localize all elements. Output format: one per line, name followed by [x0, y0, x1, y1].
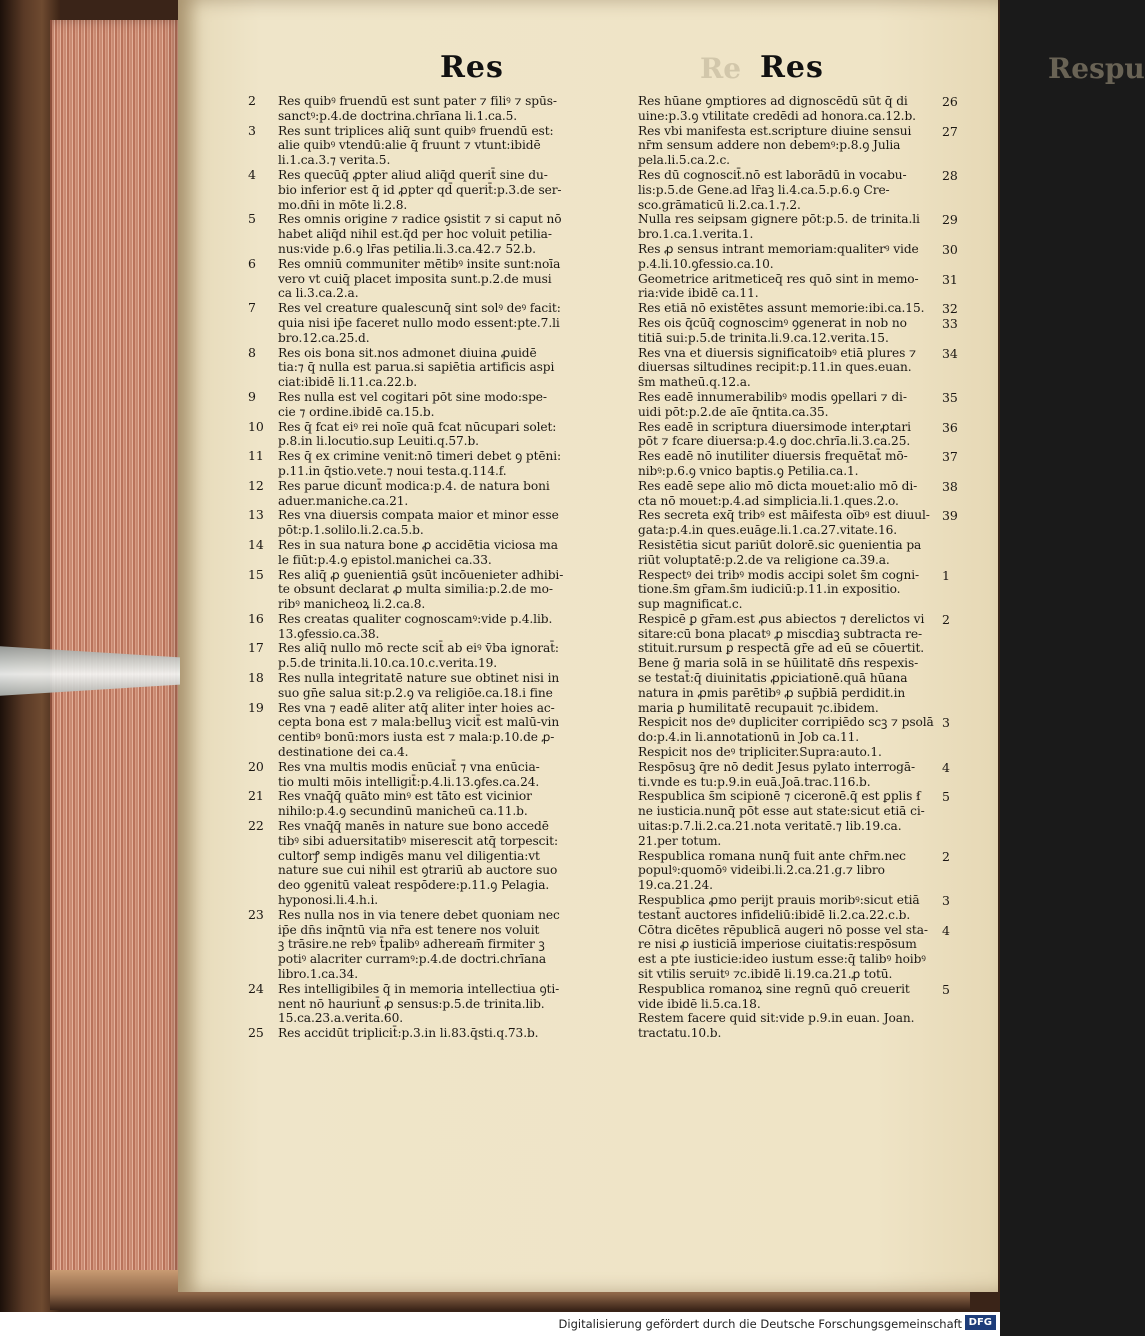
- entry-line: vero vt cuiq̄ placet imposita sunt.p.2.de musi: [278, 271, 552, 286]
- entry-line: Res omniū communiter mētibꝰ insite sunt:noīa: [278, 256, 561, 271]
- entry-line: Respicit nos deꝰ tripliciter.Supra:auto.1.: [638, 745, 882, 760]
- entry-line: Res eadē in scriptura diuersimode interꝓtari: [638, 419, 911, 434]
- entry-line: le fiūt:p.4.ꝯ epistol.manichei ca.33.: [278, 552, 492, 567]
- index-entry: [248, 610, 630, 642]
- entry-number: 10: [248, 418, 264, 434]
- index-entry: [248, 758, 630, 790]
- index-entry: [638, 301, 958, 316]
- entry-number: 19: [248, 699, 264, 715]
- entry-line: Res nulla integritatē nature sue obtinet nisi in: [278, 671, 560, 686]
- entry-line: Res parue dicunt̄ modica:p.4. de natura boni: [278, 478, 550, 493]
- entry-line: Cōtra dicētes rēpublicā augeri nō posse vel sta-: [638, 922, 928, 937]
- entry-line: Res vna multis modis enūciat̄ ⁊ vna enūcia-: [278, 759, 540, 774]
- footer-credit: Digitalisierung gefördert durch die Deutsche Forschungsgemeinschaft: [558, 1317, 962, 1331]
- entry-line: populꝰ:quomōꝰ videibi.li.2.ca.21.g.⁊ libro: [638, 863, 885, 878]
- entry-line: vide ibidē li.5.ca.18.: [638, 996, 761, 1011]
- entry-line: Res aliq̄ ꝓ ꝯuenientiā ꝯsūt incōuenieter adhibi-: [278, 567, 564, 582]
- entry-number: 33: [942, 315, 958, 331]
- entry-line: Res eadē innumerabilibꝰ modis ꝯpellari ⁊ di-: [638, 389, 907, 404]
- index-entry: [638, 893, 958, 923]
- entry-line: ip̄e dn̄s inq̄ntū via nr̄a est tenere nos voluit: [278, 922, 540, 937]
- entry-line: ꝫ trāsire.ne rebꝰ t̄palibꝰ adheream̄ firmiter ꝫ: [278, 937, 545, 952]
- index-entry: [638, 612, 958, 716]
- entry-line: Res ꝓ sensus intrant memoriam:qualiterꝰ vide: [638, 241, 919, 256]
- entry-line: nus:vide p.6.ꝯ lr̄as petilia.li.3.ca.42.⁊ 52.b.: [278, 241, 536, 256]
- index-entry: [248, 166, 630, 212]
- entry-number: 35: [942, 389, 958, 405]
- entry-line: Res q̄ ex crimine venit:nō timeri debet ꝯ ptēni:: [278, 449, 562, 464]
- entry-number: 27: [942, 123, 958, 139]
- entry-line: Res vbi manifesta est.scripture diuine sensui: [638, 123, 912, 138]
- entry-number: 4: [942, 759, 950, 775]
- entry-line: destinatione dei ca.4.: [278, 745, 409, 760]
- index-entry: [638, 508, 958, 538]
- entry-line: Res hūane ꝯmptiores ad dignoscēdū sūt q̄ di: [638, 94, 908, 108]
- entry-line: uine:p.3.ꝯ vtilitate credēdi ad honora.ca.12.b.: [638, 108, 916, 123]
- entry-number: 26: [942, 94, 958, 109]
- entry-number: 2: [942, 611, 950, 627]
- entry-line: bro.1.ca.1.verita.1.: [638, 227, 754, 242]
- index-entry: [638, 94, 958, 124]
- index-entry: [248, 122, 630, 168]
- index-entry: [638, 212, 958, 242]
- entry-number: 25: [248, 1025, 264, 1041]
- bleedthrough-text: Re: [700, 52, 742, 85]
- entry-number: 28: [942, 167, 958, 183]
- index-entry: [248, 670, 630, 701]
- entry-line: Res dū cognoscit̄.nō est laborādū in vocabu-: [638, 167, 907, 182]
- entry-line: Respublica ꝓmo perijt prauis moribꝰ:sicut etiā: [638, 893, 920, 908]
- entry-line: li.1.ca.3.⁊ verita.5.: [278, 153, 391, 168]
- entry-line: Res aliq̄ nullo mō recte scit̄ ab eiꝰ v̄ba ignorat̄:: [278, 641, 559, 656]
- entry-line: potiꝰ alacriter curramꝰ:p.4.de doctri.chrīana: [278, 952, 547, 967]
- entry-line: Res vna ⁊ eadē aliter atq̄ aliter inter hoies ac-: [278, 700, 555, 715]
- entry-number: 4: [942, 922, 950, 938]
- entry-line: sit vtilis seruitꝰ ⁊c.ibidē li.19.ca.21.ꝓ totū.: [638, 967, 893, 982]
- entry-line: Respublica s̄m scipionē ⁊ ciceronē.q̄ est ꝑplis ẜ: [638, 789, 921, 804]
- entry-line: Res eadē nō inutiliter diuersis frequētat̄ mō-: [638, 449, 908, 464]
- entry-line: Res vnaq̄q̄ manēs in nature sue bono accedē: [278, 819, 549, 834]
- entry-line: Res ois bona sit.nos admonet diuina ꝓuidē: [278, 345, 537, 360]
- entry-line: tractatu.10.b.: [638, 1026, 722, 1041]
- entry-line: Geometrice aritmeticeq̄ res quō sint in memo-: [638, 271, 919, 286]
- entry-line: Res quecūq̄ ꝓpter aliud aliq̄d querit̄ sine du-: [278, 167, 548, 182]
- entry-line: aduer.maniche.ca.21.: [278, 493, 409, 508]
- entry-line: bro.12.ca.25.d.: [278, 330, 370, 345]
- index-entry: [638, 168, 958, 212]
- entry-line: Nulla res seipsam gignere pōt:p.5. de trinita.li: [638, 212, 920, 227]
- entry-line: Restem facere quid sit:vide p.9.in euan. Joan.: [638, 1011, 915, 1026]
- right-column: [638, 94, 958, 1041]
- entry-line: Res vna diuersis compata maior et minor esse: [278, 508, 559, 523]
- entry-number: 5: [942, 981, 950, 997]
- entry-line: ne iusticia.nunq̄ pōt esse aut state:sicut etiā ci-: [638, 804, 925, 819]
- index-entry: [248, 93, 630, 124]
- entry-number: 18: [248, 670, 264, 686]
- index-entry: [248, 818, 630, 908]
- entry-line: ribꝰ manicheoꝝ li.2.ca.8.: [278, 597, 426, 612]
- entry-number: 39: [942, 508, 958, 524]
- index-entry: [248, 507, 630, 538]
- entry-line: Respicē ꝑ gr̄am.est ꝓus abiectos ⁊ derelictos vi: [638, 611, 925, 626]
- entry-line: s̄m matheū.q.12.a.: [638, 375, 751, 390]
- entry-line: sup magnificat.c.: [638, 597, 743, 612]
- entry-line: Res vnaq̄q̄ quāto minꝰ est tāto est vicinior: [278, 789, 532, 804]
- entry-line: 15.ca.23.a.verita.60.: [278, 1011, 404, 1026]
- entry-line: gata:p.4.in ques.euāge.li.1.ca.27.vitate.16.: [638, 523, 898, 538]
- entry-line: est a pte iusticie:ideo iustum esse:q̄ talibꝰ hoibꝰ: [638, 952, 926, 967]
- entry-line: Res creatas qualiter cognoscamꝰ:vide p.4.lib.: [278, 611, 553, 626]
- index-entry: [248, 1025, 630, 1041]
- entry-number: 14: [248, 536, 264, 552]
- entry-line: pōt ⁊ fcare diuersa:p.4.ꝯ doc.chrīa.li.3.ca.25.: [638, 434, 911, 449]
- entry-number: 22: [248, 818, 264, 834]
- entry-number: 37: [942, 449, 958, 465]
- entry-line: lis:p.5.de Gene.ad lr̄aꝫ li.4.ca.5.p.6.ꝯ Cre-: [638, 182, 890, 197]
- entry-line: Res sunt triplices aliq̄ sunt quibꝰ fruendū est:: [278, 123, 554, 138]
- entry-line: Respōsuꝫ q̄re nō dedit Jesus pylato interrogā-: [638, 759, 916, 774]
- index-entry: [638, 316, 958, 346]
- entry-line: Res vna et diuersis significatoibꝰ etiā plures ⁊: [638, 345, 916, 360]
- entry-line: Resistētia sicut pariūt dolorē.sic ꝯuenientia pa: [638, 537, 922, 552]
- index-entry: [248, 699, 630, 760]
- entry-line: riūt voluptatē:p.2.de va religione ca.39.a.: [638, 552, 890, 567]
- entry-line: nr̄m sensum addere non debemꝰ:p.8.ꝯ Julia: [638, 138, 901, 153]
- entry-number: 38: [942, 478, 958, 494]
- entry-line: cepta bona est ⁊ mala:belluꝫ vicit̄ est malū-vin: [278, 715, 560, 730]
- entry-line: ciat:ibidē li.11.ca.22.b.: [278, 375, 418, 390]
- index-entry: [638, 789, 958, 848]
- index-entry: [638, 1011, 958, 1041]
- entry-line: p.8.in li.locutio.sup Leuiti.q.57.b.: [278, 434, 479, 449]
- entry-line: suo gn̄e salua sit:p.2.ꝯ va religiōe.ca.18.i fine: [278, 685, 553, 700]
- entry-line: Res secreta exq̄ tribꝰ est māifesta oībꝰ est diuul-: [638, 508, 930, 523]
- entry-line: Bene ḡ maria solā in se hūilitatē dn̄s respexis-: [638, 656, 919, 671]
- entry-line: sanctꝰ:p.4.de doctrina.chrīana li.1.ca.5.: [278, 108, 518, 123]
- index-entry: [638, 242, 958, 272]
- index-entry: [248, 388, 630, 420]
- entry-line: tibꝰ sibi aduersitatibꝰ miserescit atq̄ torpescit:: [278, 833, 558, 848]
- index-entry: [248, 255, 630, 301]
- entry-line: bio inferior est q̄ id ꝓpter qd̄ querit̄:p.3.de ser-: [278, 182, 562, 197]
- index-entry: [638, 420, 958, 450]
- entry-number: 4: [248, 166, 256, 182]
- entry-line: p.11.in q̄stio.vete.⁊ noui testa.q.114.f.: [278, 463, 507, 478]
- index-entry: [248, 536, 630, 568]
- entry-line: Res omnis origine ⁊ radice ꝯsistit ⁊ si caput nō: [278, 212, 562, 227]
- entry-line: nibꝰ:p.6.ꝯ vnico baptis.ꝯ Petilia.ca.1.: [638, 463, 859, 478]
- bleedthrough-text: Respu: [1048, 52, 1145, 85]
- index-entry: [248, 788, 630, 819]
- dfg-logo: DFG: [965, 1315, 996, 1330]
- entry-number: 30: [942, 241, 958, 257]
- entry-line: deo ꝯgenitū valeat respōdere:p.11.ꝯ Pelagia.: [278, 878, 550, 893]
- index-entry: [638, 923, 958, 982]
- entry-number: 5: [942, 789, 950, 805]
- entry-line: mo.dn̄i in mōte li.2.8.: [278, 197, 408, 212]
- entry-line: natura in ꝓmis parētibꝰ ꝓ sup̄biā perdidit.in: [638, 685, 906, 700]
- entry-line: p.5.de trinita.li.10.ca.10.c.verita.19.: [278, 656, 498, 671]
- index-entry: [638, 849, 958, 893]
- entry-number: 36: [942, 419, 958, 435]
- index-entry: [248, 906, 630, 982]
- entry-line: diuersas siltudines recipit:p.11.in ques.euan.: [638, 360, 912, 375]
- entry-line: hyponosi.li.4.h.i.: [278, 893, 379, 908]
- index-entry: [638, 124, 958, 168]
- entry-line: sco.grāmaticū li.2.ca.1.⁊.2.: [638, 197, 801, 212]
- index-entry: [638, 760, 958, 790]
- entry-line: Res vel creature qualescunq̄ sint solꝰ deꝰ facit:: [278, 301, 561, 316]
- entry-line: Respublica romana nunq̄ fuit ante chr̄m.nec: [638, 848, 906, 863]
- entry-line: Res nulla est vel cogitari pōt sine modo:spe-: [278, 389, 547, 404]
- entry-line: nent nō hauriunt̄ ꝓ sensus:p.5.de trinita.lib.: [278, 996, 545, 1011]
- index-entry: [248, 211, 630, 256]
- entry-line: ria:vide ibidē ca.11.: [638, 286, 759, 301]
- entry-line: do:p.4.in li.annotationū in Job ca.11.: [638, 730, 860, 745]
- index-entry: [638, 479, 958, 509]
- entry-number: 6: [248, 255, 256, 271]
- entry-number: 24: [248, 980, 264, 996]
- entry-number: 16: [248, 610, 264, 626]
- entry-line: te obsunt declarat ꝓ multa similia:p.2.de mo-: [278, 582, 553, 597]
- entry-number: 1: [942, 567, 950, 583]
- left-column: [248, 93, 630, 1041]
- entry-line: libro.1.ca.34.: [278, 967, 358, 982]
- entry-number: 3: [248, 122, 256, 138]
- entry-line: pōt:p.1.solilo.li.2.ca.5.b.: [278, 523, 424, 538]
- entry-line: ti.vnde es tu:p.9.in euā.Joā.trac.116.b.: [638, 774, 871, 789]
- entry-number: 2: [248, 93, 256, 108]
- index-entry: [638, 538, 958, 568]
- entry-line: Res ois q̄cūq̄ cognoscimꝰ ꝯgenerat in nob no: [638, 315, 907, 330]
- entry-number: 5: [248, 211, 256, 227]
- index-entry: [248, 448, 630, 479]
- entry-number: 31: [942, 271, 958, 287]
- entry-number: 23: [248, 906, 264, 922]
- entry-line: cie ⁊ ordine.ibidē ca.15.b.: [278, 404, 435, 419]
- entry-line: tio multi mōis intelligit̄:p.4.li.13.ꝯfes.ca.24.: [278, 774, 540, 789]
- entry-number: 8: [248, 344, 256, 360]
- entry-number: 11: [248, 448, 264, 464]
- entry-line: cultorꝭ semp indigēs manu vel diligentia:vt: [278, 848, 540, 863]
- entry-line: ca li.3.ca.2.a.: [278, 286, 359, 301]
- entry-number: 12: [248, 477, 264, 493]
- footer-bar: [0, 1312, 1000, 1336]
- entry-line: cta nō mouet:p.4.ad simplicia.li.1.ques.2.o.: [638, 493, 899, 508]
- entry-line: Respicit nos deꝰ dupliciter corripiēdo scꝫ ⁊ psolā: [638, 715, 934, 730]
- entry-line: Res etiā nō existētes assunt memorie:ibi.ca.15.: [638, 301, 925, 316]
- entry-line: uitas:p.7.li.2.ca.21.nota veritatē.⁊ lib.19.ca.: [638, 819, 902, 834]
- entry-number: 9: [248, 388, 256, 404]
- entry-line: re nisi ꝓ iusticiā imperiose ciuitatis:respōsum: [638, 937, 917, 952]
- entry-number: 3: [942, 715, 950, 731]
- entry-line: se testat̄:q̄ diuinitatis ꝓpiciationē.quā hūana: [638, 671, 908, 686]
- entry-line: Res q̄ fcat eiꝰ rei noīe quā fcat nūcupari solet:: [278, 419, 557, 434]
- running-head-right: Res: [760, 50, 824, 85]
- index-entry: [248, 300, 630, 345]
- entry-line: centibꝰ bonū:mors iusta est ⁊ mala:p.10.de ꝓ-: [278, 730, 555, 745]
- entry-number: 32: [942, 301, 958, 317]
- entry-line: nature sue cui nihil est ꝯtrariū ab auctore suo: [278, 863, 558, 878]
- index-entry: [638, 449, 958, 479]
- entry-line: 13.ꝯfessio.ca.38.: [278, 626, 380, 641]
- entry-line: uidi pōt:p.2.de aīe q̄ntita.ca.35.: [638, 404, 829, 419]
- entry-line: pela.li.5.ca.2.c.: [638, 153, 730, 168]
- entry-line: 19.ca.21.24.: [638, 878, 713, 893]
- entry-line: testant̄ auctores infideliū:ibidē li.2.ca.22.c.b.: [638, 907, 911, 922]
- index-entry: [248, 980, 630, 1026]
- index-entry: [248, 566, 630, 612]
- index-entry: [248, 418, 630, 450]
- entry-line: Respublica romanoꝝ sine regnū quō creuerit: [638, 981, 910, 996]
- entry-line: 21.per totum.: [638, 833, 722, 848]
- entry-line: p.4.li.10.ꝯfessio.ca.10.: [638, 256, 774, 271]
- entry-line: Res quibꝰ fruendū est sunt pater ⁊ filiꝰ ⁊ spūs-: [278, 94, 557, 108]
- entry-line: Respectꝰ dei tribꝰ modis accipi solet s̄m cogni-: [638, 567, 920, 582]
- entry-number: 13: [248, 507, 264, 523]
- index-entry: [248, 640, 630, 671]
- running-head-left: Res: [440, 50, 504, 85]
- index-entry: [638, 272, 958, 302]
- entry-line: titiā sui:p.5.de trinita.li.9.ca.12.verita.15.: [638, 330, 889, 345]
- entry-number: 3: [942, 893, 950, 909]
- entry-line: Res eadē sepe alio mō dicta mouet:alio mō di-: [638, 478, 918, 493]
- entry-number: 15: [248, 566, 264, 582]
- entry-line: maria ꝑ humilitatē recupauit ⁊c.ibidem.: [638, 700, 879, 715]
- entry-number: 34: [942, 345, 958, 361]
- entry-number: 29: [942, 212, 958, 228]
- entry-number: 2: [942, 848, 950, 864]
- entry-line: alie quibꝰ vtendū:alie q̄ fruunt ⁊ vtunt:ibidē: [278, 138, 541, 153]
- entry-line: nihilo:p.4.ꝯ secundinū manicheū ca.11.b.: [278, 804, 528, 819]
- entry-line: tione.s̄m gr̄am.s̄m iudiciū:p.11.in expositio.: [638, 582, 901, 597]
- index-entry: [638, 715, 958, 745]
- index-entry: [248, 344, 630, 390]
- entry-line: habet aliq̄d nihil est.q̄d per hoc voluit petilia-: [278, 227, 552, 242]
- entry-number: 21: [248, 788, 264, 804]
- entry-line: Res nulla nos in via tenere debet quoniam nec: [278, 907, 560, 922]
- entry-line: quia nisi ip̄e faceret nullo modo essent:pte.7.li: [278, 315, 560, 330]
- entry-line: Res in sua natura bone ꝓ accidētia viciosa ma: [278, 537, 558, 552]
- entry-line: tia:⁊ q̄ nulla est parua.si sapiētia artificis aspi: [278, 360, 555, 375]
- entry-number: 17: [248, 640, 264, 656]
- entry-number: 7: [248, 300, 256, 316]
- entry-line: Res intelligibiles q̄ in memoria intellectiua ꝯti-: [278, 981, 560, 996]
- index-entry: [638, 346, 958, 390]
- entry-number: 20: [248, 758, 264, 774]
- entry-line: Res accidūt triplicit̄:p.3.in li.83.q̄sti.q.73.b.: [278, 1026, 539, 1041]
- index-entry: [638, 982, 958, 1012]
- index-entry: [638, 390, 958, 420]
- entry-line: stituit.rursum ꝑ respectā gr̄e ad eū se cōuertit.: [638, 641, 925, 656]
- index-entry: [248, 477, 630, 509]
- entry-line: sitare:cū bona placatꝰ ꝓ miscdiaꝫ subtracta re-: [638, 626, 923, 641]
- index-entry: [638, 568, 958, 612]
- index-entry: [638, 745, 958, 760]
